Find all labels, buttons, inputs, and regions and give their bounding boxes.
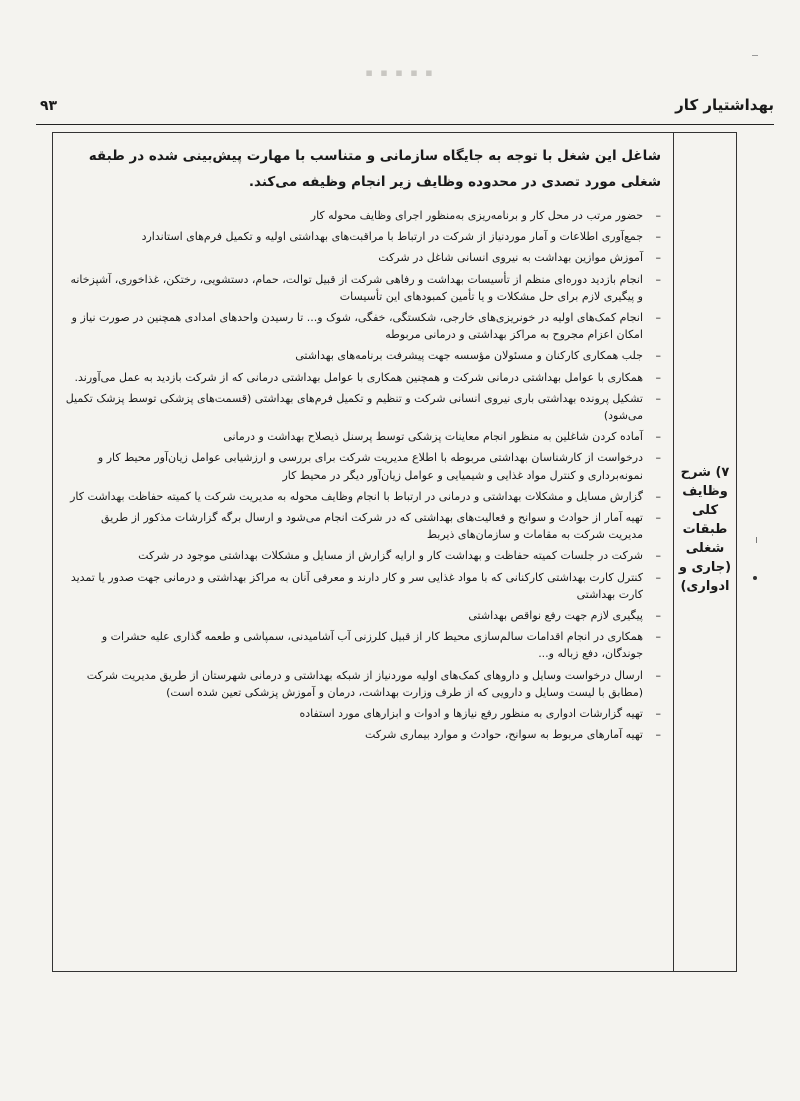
dash-bullet: – xyxy=(655,668,661,682)
dash-bullet: – xyxy=(655,349,661,363)
duty-text: پیگیری لازم جهت رفع نواقص بهداشتی xyxy=(468,609,643,623)
margin-dot xyxy=(753,576,757,580)
duty-item xyxy=(65,705,661,722)
faint-bleedthrough-mark: ▪ ▪ ▪ ▪ ▪ xyxy=(365,66,435,79)
duty-text: انجام بازدید دوره‌ای منظم از تأسیسات بهداشت و رفاهی شرکت از قبیل توالت، حمام، دستشویی، رختکن، غذاخوری، آشپزخانه و پیگیری لازم برای حل مشکلات و یا تأمین کمبودهای این تأسیسات xyxy=(70,272,643,303)
duties-intro: شاغل این شغل با توجه به جایگاه سازمانی و متناسب با مهارت پیش‌بینی شده در طبقه شغلی مورد تصدی در محدوده وظایف زیر انجام وظیفه می‌کند. xyxy=(88,148,661,190)
dash-bullet: – xyxy=(655,230,661,244)
duty-item xyxy=(65,271,661,305)
dash-bullet: – xyxy=(655,728,661,742)
dash-bullet: – xyxy=(655,630,661,644)
duty-item xyxy=(65,207,661,224)
margin-tick xyxy=(752,55,758,56)
duty-item xyxy=(65,347,661,364)
page-header xyxy=(36,96,774,120)
dash-bullet: – xyxy=(655,391,661,405)
duty-item xyxy=(65,449,661,483)
duty-item xyxy=(65,309,661,343)
duty-item xyxy=(65,628,661,662)
duty-text: تشکیل پرونده بهداشتی باری نیروی انسانی شرکت و تنظیم و تکمیل فرم‌های بهداشتی (قسمت‌های پزشکی توسط پزشک تکمیل می‌شود) xyxy=(65,391,643,423)
duty-text: ارسال درخواست وسایل و داروهای کمک‌های اولیه موردنیاز از شبکه بهداشتی و درمانی شهرستان از طریق مدیریت شرکت (مطابق با لیست وسایل و دارویی که از طرف وزارت بهداشت، درمان و آموزش پزشکی تعین شده است) xyxy=(86,668,643,699)
duty-text: تهیه آمارهای مربوط به سوانح، حوادث و موارد بیماری شرکت xyxy=(365,728,643,742)
dash-bullet: – xyxy=(655,511,661,525)
duty-item xyxy=(65,428,661,445)
duty-text: درخواست از کارشناسان بهداشتی مربوطه با اطلاع مدیریت شرکت برای بررسی و ارزشیابی عوامل زیان‌آور محیط کار و نمونه‌برداری و کنترل مواد غذایی و شیمیایی و عوامل زیان‌آور دیگر در محیط کار xyxy=(97,451,643,482)
section-label-cell xyxy=(673,133,736,971)
dash-bullet: – xyxy=(655,489,661,503)
margin-tick xyxy=(756,537,757,543)
dash-bullet: – xyxy=(655,609,661,623)
duties-cell xyxy=(53,133,673,971)
duty-text: حضور مرتب در محل کار و برنامه‌ریزی به‌منظور اجرای وظایف محوله کار xyxy=(310,209,643,222)
header-rule xyxy=(36,124,774,125)
duty-text: گزارش مسایل و مشکلات بهداشتی و درمانی در ارتباط با انجام وظایف محوله به مدیریت شرکت یا کمیته حفاظت بهداشت کار xyxy=(70,489,643,503)
duty-text: کنترل کارت بهداشتی کارکنانی که با مواد غذایی سر و کار دارند و معرفی آنان به مراکز بهداشتی و درمانی جهت صدور یا تمدید کارت بهداشتی xyxy=(70,570,643,601)
duty-text: تهیه گزارشات ادواری به منظور رفع نیازها و ادوات و ابزارهای مورد استفاده xyxy=(299,707,643,721)
duty-item xyxy=(65,547,661,564)
duty-text: انجام کمک‌های اولیه در خونریزی‌های خارجی، شکستگی، خفگی، شوک و... تا رسیدن واحدهای امدادی همچنین در صورت نیاز و امکان اعزام مجروح به مراکز بهداشتی و درمانی مربوطه xyxy=(71,311,643,342)
job-description-table xyxy=(52,132,737,972)
dash-bullet: – xyxy=(655,251,661,265)
section-label: ۷) شرح وظایف کلی طبقات شغلی (جاری و ادواری) xyxy=(678,465,732,594)
duty-item xyxy=(65,228,661,245)
duty-item xyxy=(65,249,661,266)
dash-bullet: – xyxy=(655,570,661,584)
dash-bullet: – xyxy=(655,209,661,222)
dash-bullet: – xyxy=(655,311,661,325)
duty-text: همکاری با عوامل بهداشتی درمانی شرکت و همچنین همکاری با عوامل بهداشتی درمانی که از شرکت بازدید به عمل می‌آورند. xyxy=(74,370,643,384)
dash-bullet: – xyxy=(655,451,661,465)
duties-list xyxy=(65,207,661,743)
dash-bullet: – xyxy=(655,370,661,384)
dash-bullet: – xyxy=(655,707,661,721)
duty-item xyxy=(65,369,661,386)
duty-item xyxy=(65,509,661,543)
page-number: ۹۳ xyxy=(40,98,58,114)
duty-item xyxy=(65,667,661,701)
duty-text: جلب همکاری کارکنان و مسئولان مؤسسه جهت پیشرفت برنامه‌های بهداشتی xyxy=(295,349,643,363)
duty-text: آماده کردن شاغلین به منظور انجام معاینات پزشکی توسط پرسنل ذیصلاح بهداشت و درمانی xyxy=(223,430,643,444)
dash-bullet: – xyxy=(655,549,661,563)
duty-text: آموزش موازین بهداشت به نیروی انسانی شاغل در شرکت xyxy=(378,251,643,265)
duty-item xyxy=(65,488,661,505)
duty-text: شرکت در جلسات کمیته حفاظت و بهداشت کار و ارایه گزارش از مسایل و مشکلات بهداشتی موجود در شرکت xyxy=(138,549,643,563)
dash-bullet: – xyxy=(655,430,661,444)
duty-item xyxy=(65,390,661,424)
duty-text: همکاری در انجام اقدامات سالم‌سازی محیط کار از قبیل کلرزنی آب آشامیدنی، سمپاشی و طعمه گذاری علیه حشرات و جوندگان، دفع زباله و... xyxy=(101,630,643,661)
duty-item xyxy=(65,726,661,743)
duty-text: تهیه آمار از حوادث و سوانح و فعالیت‌های بهداشتی که در شرکت انجام می‌شود و ارسال برگه گزارشات مذکور از طریق مدیریت شرکت به مقامات و سازمان‌های ذیربط xyxy=(101,511,643,542)
duty-item xyxy=(65,569,661,603)
dash-bullet: – xyxy=(655,272,661,286)
running-header-title: بهداشتیار کار xyxy=(675,96,774,114)
duty-text: جمع‌آوری اطلاعات و آمار موردنیاز از شرکت در ارتباط با مراقبت‌های بهداشتی اولیه و تکمیل فرم‌های استاندارد xyxy=(141,230,643,244)
duty-item xyxy=(65,607,661,624)
